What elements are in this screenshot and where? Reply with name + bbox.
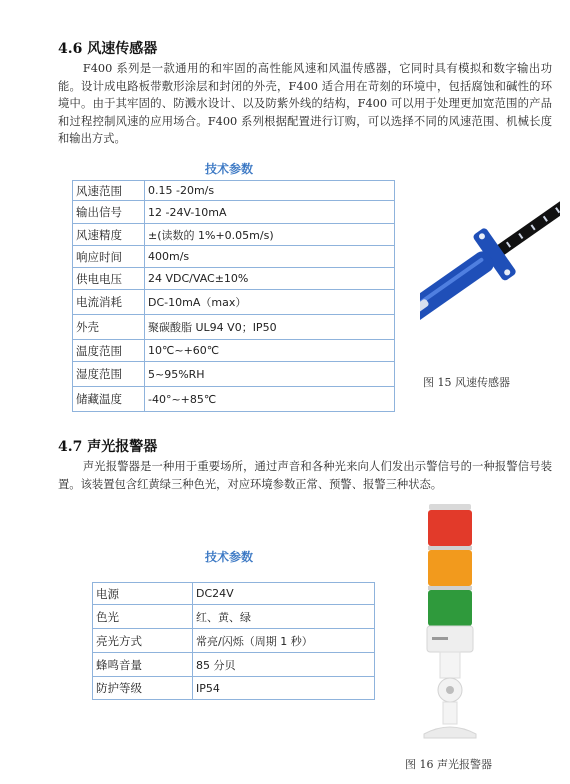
spec-value: DC24V xyxy=(193,583,375,605)
alarm-table-title: 技术参数 xyxy=(205,550,254,564)
table-row xyxy=(73,201,395,224)
figure-16-caption: 图 16 声光报警器 xyxy=(405,758,492,771)
table-row xyxy=(93,583,375,605)
spec-label: 外壳 xyxy=(73,315,145,340)
table-row xyxy=(73,181,395,201)
spec-label: 输出信号 xyxy=(73,201,145,224)
spec-label: 防护等级 xyxy=(93,677,193,700)
spec-value: 聚碳酸脂 UL94 V0；IP50 xyxy=(145,315,395,340)
spec-value: ±(读数的 1%+0.05m/s) xyxy=(145,224,395,246)
table-row xyxy=(73,290,395,315)
alarm-spec-table xyxy=(92,582,375,700)
spec-value: 常亮/闪烁（周期 1 秒） xyxy=(193,629,375,653)
wind-sensor-description: F400 系列是一款通用的和牢固的高性能风速和风温传感器，它同时具有模拟和数字输出功能。设计成电路板带敷形涂层和封闭的外壳，F400 适合用在苛刻的环境中，包括腐蚀和碱性的环境中。由于其牢固的、防溅水设计、以及防紫外线的结构，F400 可以用于处理更加宽范围的产品和过程控制风速的应用场合。F400 系列根据配置进行订购，可以选择不同的风速范围、机械长度和输出方式。 xyxy=(58,62,552,145)
figure-15-caption: 图 15 风速传感器 xyxy=(423,376,510,389)
table-row xyxy=(73,340,395,362)
table-row xyxy=(73,362,395,387)
spec-label: 电源 xyxy=(93,583,193,605)
table-row xyxy=(73,246,395,268)
table-row xyxy=(93,653,375,677)
spec-value: 85 分贝 xyxy=(193,653,375,677)
section-heading-alarm: 4.7 声光报警器 xyxy=(58,439,158,455)
table-row xyxy=(73,224,395,246)
spec-label: 色光 xyxy=(93,605,193,629)
spec-label: 风速范围 xyxy=(73,181,145,201)
spec-label: 供电电压 xyxy=(73,268,145,290)
spec-value: -40°~+85℃ xyxy=(145,387,395,412)
spec-value: 5~95%RH xyxy=(145,362,395,387)
spec-value: 10℃~+60℃ xyxy=(145,340,395,362)
spec-label: 风速精度 xyxy=(73,224,145,246)
table-row xyxy=(93,629,375,653)
spec-label: 湿度范围 xyxy=(73,362,145,387)
spec-label: 蜂鸣音量 xyxy=(93,653,193,677)
section-heading-wind-sensor: 4.6 风速传感器 xyxy=(58,41,158,57)
table-row xyxy=(93,677,375,700)
spec-value: DC-10mA（max） xyxy=(145,290,395,315)
spec-label: 电流消耗 xyxy=(73,290,145,315)
spec-value: 400m/s xyxy=(145,246,395,268)
spec-label: 亮光方式 xyxy=(93,629,193,653)
spec-value: 0.15 -20m/s xyxy=(145,181,395,201)
spec-value: 12 -24V-10mA xyxy=(145,201,395,224)
spec-label: 储藏温度 xyxy=(73,387,145,412)
spec-label: 响应时间 xyxy=(73,246,145,268)
table-row xyxy=(73,387,395,412)
table-row xyxy=(93,605,375,629)
spec-value: 24 VDC/VAC±10% xyxy=(145,268,395,290)
wind-sensor-table-title: 技术参数 xyxy=(205,162,254,176)
spec-value: 红、黄、绿 xyxy=(193,605,375,629)
alarm-description: 声光报警器是一种用于重要场所，通过声音和各种光来向人们发出示警信号的一种报警信号装置。该装置包含红黄绿三种色光，对应环境参数正常、预警、报警三种状态。 xyxy=(58,460,552,491)
spec-value: IP54 xyxy=(193,677,375,700)
wind-sensor-image xyxy=(420,160,560,360)
table-row xyxy=(73,268,395,290)
wind-sensor-spec-table xyxy=(72,180,395,412)
spec-label: 温度范围 xyxy=(73,340,145,362)
alarm-light-image xyxy=(410,498,490,743)
table-row xyxy=(73,315,395,340)
